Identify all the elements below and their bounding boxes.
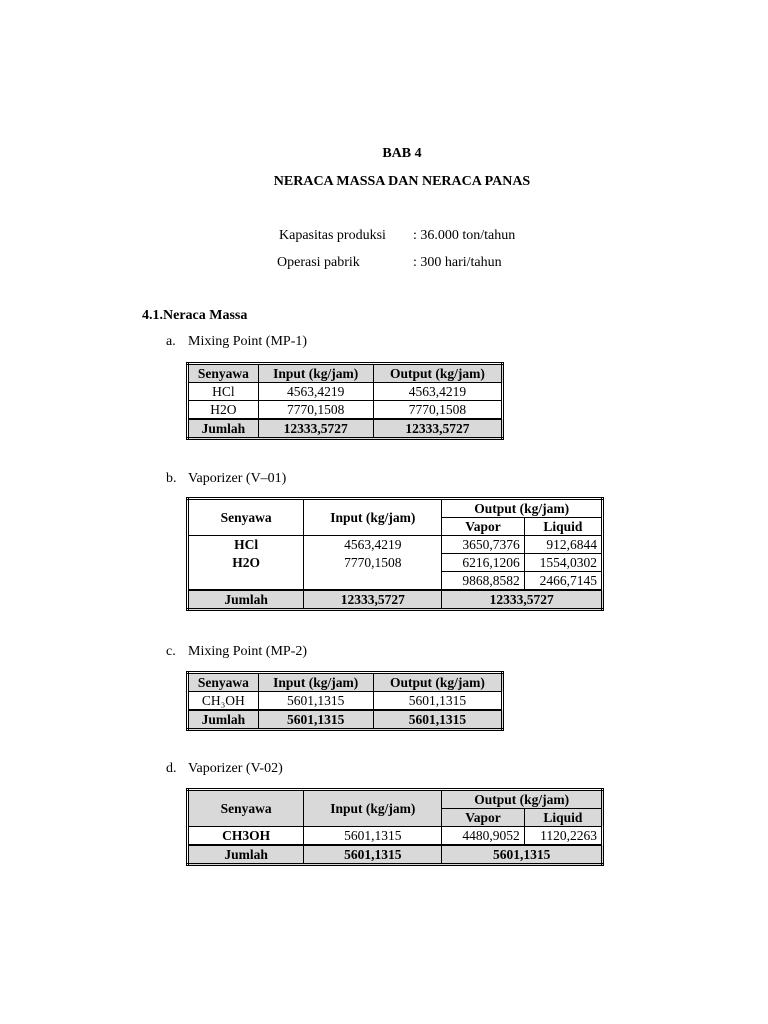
table-row [188, 536, 603, 554]
subsection-letter: a. [166, 334, 176, 349]
table-total-row [188, 845, 603, 865]
section-heading: 4.1.Neraca Massa [142, 308, 248, 323]
table-cell: H2O [188, 554, 304, 572]
total-cell: Jumlah [188, 710, 259, 730]
total-cell: 5601,1315 [304, 845, 442, 865]
header-cell: Senyawa [188, 790, 304, 827]
table-cell: 4563,4219 [373, 383, 502, 401]
subsection-b-title [166, 471, 286, 487]
chapter-title: NERACA MASSA DAN NERACA PANAS [273, 174, 531, 189]
subsection-c-title [166, 644, 307, 660]
table-header-row [188, 673, 503, 692]
header-cell: Liquid [524, 518, 602, 536]
subsection-label: Mixing Point (MP-2) [188, 644, 308, 659]
subsection-d-title [166, 761, 283, 777]
total-cell: 12333,5727 [373, 419, 502, 439]
subsection-label: Vaporizer (V-02) [188, 761, 283, 776]
table-cell: 5601,1315 [258, 692, 373, 711]
table-cell: 4563,4219 [258, 383, 373, 401]
table-header-row [188, 364, 503, 383]
table-cell [188, 572, 304, 591]
table-header-row [188, 499, 603, 518]
total-cell: Jumlah [188, 845, 304, 865]
table-row [188, 401, 503, 420]
table-mixing-point-1 [186, 362, 504, 440]
header-cell: Liquid [524, 809, 602, 827]
header-cell: Senyawa [188, 499, 304, 536]
total-cell: 5601,1315 [442, 845, 603, 865]
header-cell: Input (kg/jam) [304, 790, 442, 827]
subsection-label: Mixing Point (MP-1) [188, 334, 308, 349]
total-cell: 12333,5727 [258, 419, 373, 439]
table-cell: 7770,1508 [373, 401, 502, 420]
table-cell: 7770,1508 [304, 554, 442, 572]
header-cell: Output (kg/jam) [442, 790, 603, 809]
header-cell: Input (kg/jam) [258, 673, 373, 692]
table-cell: 7770,1508 [258, 401, 373, 420]
table-cell: H2O [188, 401, 259, 420]
header-cell: Input (kg/jam) [258, 364, 373, 383]
table-row [188, 692, 503, 711]
header-cell: Input (kg/jam) [304, 499, 442, 536]
table-cell: HCl [188, 383, 259, 401]
table-header-row [188, 790, 603, 809]
total-cell: 12333,5727 [442, 590, 603, 610]
spec-label-capacity: Kapasitas produksi [279, 228, 386, 243]
total-cell: 5601,1315 [373, 710, 502, 730]
table-mixing-point-2 [186, 671, 504, 731]
spec-label-operation: Operasi pabrik [277, 255, 360, 270]
table-row [188, 383, 503, 401]
table-cell: 5601,1315 [373, 692, 502, 711]
header-cell: Output (kg/jam) [442, 499, 603, 518]
table-cell: 6216,1206 [442, 554, 524, 572]
table-cell: CH₃OH [188, 692, 259, 711]
total-cell: 12333,5727 [304, 590, 442, 610]
subsection-letter: d. [166, 761, 177, 776]
table-cell [304, 572, 442, 591]
table-vaporizer-2 [186, 788, 604, 866]
table-cell: 4480,9052 [442, 827, 524, 846]
spec-value-operation: : 300 hari/tahun [413, 255, 502, 270]
table-cell: CH3OH [188, 827, 304, 846]
spec-value-capacity: : 36.000 ton/tahun [413, 228, 516, 243]
table-total-row [188, 419, 503, 439]
table-cell: 5601,1315 [304, 827, 442, 846]
table-cell: 3650,7376 [442, 536, 524, 554]
table-cell: 2466,7145 [524, 572, 602, 591]
table-total-row [188, 710, 503, 730]
table-row [188, 554, 603, 572]
header-cell: Vapor [442, 809, 524, 827]
total-cell: Jumlah [188, 419, 259, 439]
header-cell: Senyawa [188, 364, 259, 383]
table-cell: 1554,0302 [524, 554, 602, 572]
header-cell: Output (kg/jam) [373, 673, 502, 692]
header-cell: Senyawa [188, 673, 259, 692]
total-cell: 5601,1315 [258, 710, 373, 730]
table-vaporizer-1 [186, 497, 604, 611]
table-cell: HCl [188, 536, 304, 554]
table-cell: 1120,2263 [524, 827, 602, 846]
table-cell: 9868,8582 [442, 572, 524, 591]
subsection-letter: b. [166, 471, 177, 486]
table-total-row [188, 590, 603, 610]
subsection-letter: c. [166, 644, 176, 659]
total-cell: Jumlah [188, 590, 304, 610]
subsection-a-title [166, 334, 307, 350]
table-cell: 4563,4219 [304, 536, 442, 554]
table-row [188, 827, 603, 846]
table-cell: 912,6844 [524, 536, 602, 554]
header-cell: Output (kg/jam) [373, 364, 502, 383]
subsection-label: Vaporizer (V–01) [188, 471, 287, 486]
chapter-number: BAB 4 [382, 146, 422, 161]
header-cell: Vapor [442, 518, 524, 536]
table-row [188, 572, 603, 591]
